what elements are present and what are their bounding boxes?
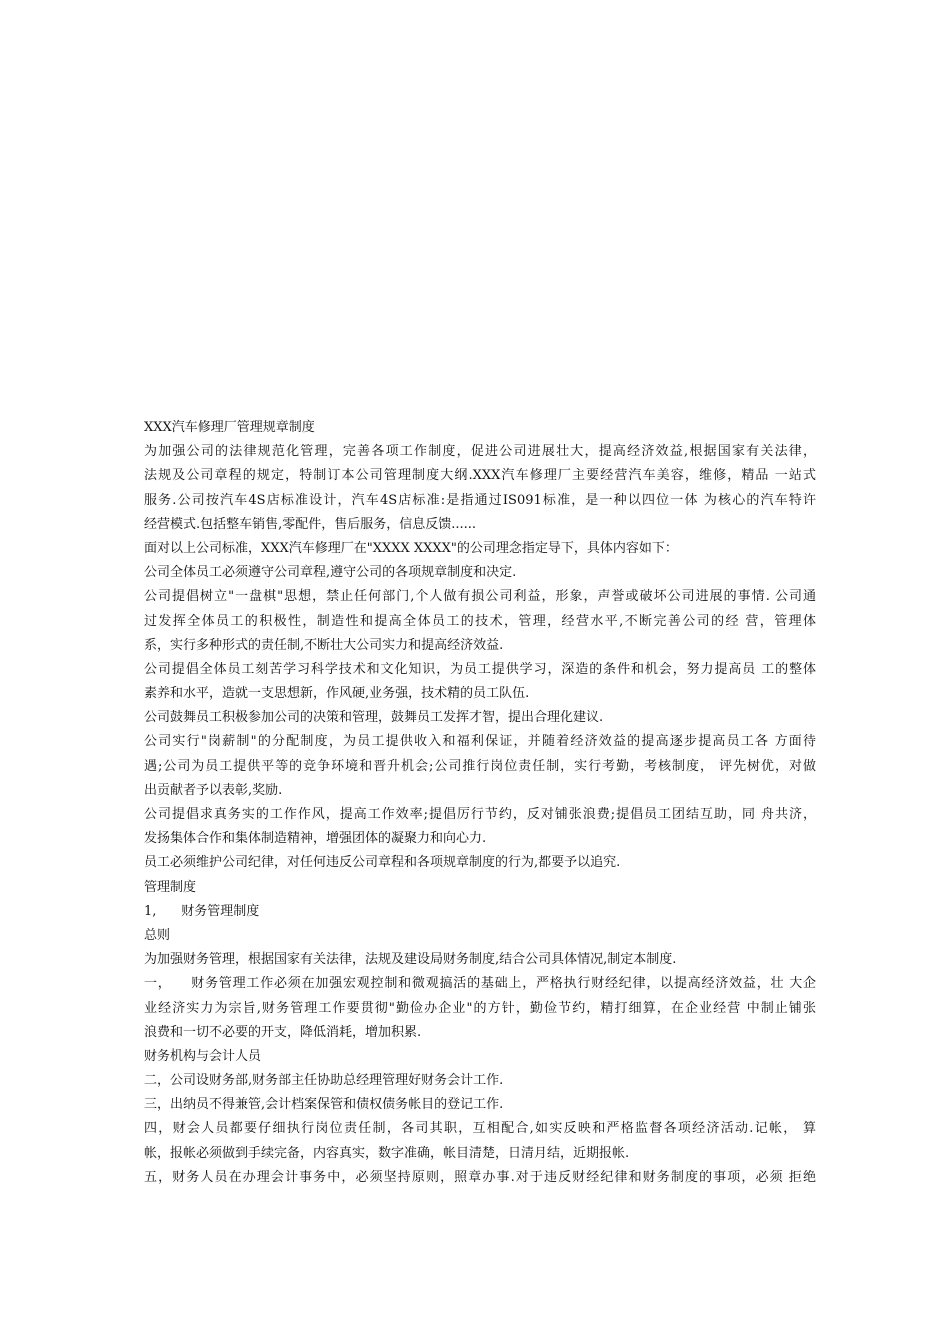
paragraph-line: 三，出纳员不得兼管,会计档案保管和债权债务帐目的登记工作. xyxy=(144,1097,504,1113)
paragraph-line: 业经济实力为宗旨,财务管理工作要贯彻"勤俭办企业"的方针，勤俭节约，精打细算，在企业经营 中制止铺张 xyxy=(144,1000,816,1016)
paragraph-line: 五，财务人员在办理会计事务中，必须坚持原则，照章办事.对于违反财经纪律和财务制度的事项，必须 拒绝 xyxy=(144,1169,816,1185)
paragraph-line: 面对以上公司标准，XXX汽车修理厂在"XXXX XXXX"的公司理念指定导下，具体内容如下： xyxy=(144,540,678,556)
paragraph-line: 帐，报帐必须做到手续完备，内容真实，数字准确，帐目清楚，日清月结，近期报帐. xyxy=(144,1145,630,1161)
paragraph-line: 公司提倡树立"一盘棋"思想，禁止任何部门,个人做有损公司利益，形象，声誉或破坏公司进展的事情. 公司通 xyxy=(144,589,816,605)
paragraph-line: 为加强公司的法律规范化管理，完善各项工作制度，促进公司进展壮大，提高经济效益,根据国家有关法律， xyxy=(144,444,816,460)
section-heading: 1, 财务管理制度 xyxy=(144,903,260,919)
paragraph-line: 遇;公司为员工提供平等的竞争环境和晋升机会;公司推行岗位责任制，实行考勤，考核制度， 评先树优，对做 xyxy=(144,758,816,774)
paragraph-line: 公司鼓舞员工积极参加公司的决策和管理，鼓舞员工发挥才智，提出合理化建议. xyxy=(144,710,604,726)
paragraph-line: 素养和水平，造就一支思想新，作风硬,业务强，技术精的员工队伍. xyxy=(144,686,530,702)
paragraph-line: 公司提倡求真务实的工作作风，提高工作效率;提倡厉行节约，反对铺张浪费;提倡员工团结互助，同 舟共济， xyxy=(144,807,816,822)
section-heading: 管理制度 xyxy=(144,879,197,895)
paragraph-line: 公司实行"岗薪制"的分配制度，为员工提供收入和福利保证，并随着经济效益的提高逐步提高员工各 方面待 xyxy=(144,734,816,750)
paragraph-line: 员工必须维护公司纪律，对任何违反公司章程和各项规章制度的行为,都要予以追究. xyxy=(144,855,621,871)
paragraph-line: 浪费和一切不必要的开支，降低消耗，增加积累. xyxy=(144,1024,422,1040)
paragraph-line: 公司提倡全体员工刻苦学习科学技术和文化知识，为员工提供学习，深造的条件和机会，努力提高员 工的整体 xyxy=(144,661,816,677)
paragraph-line: 系，实行多种形式的责任制,不断壮大公司实力和提高经济效益. xyxy=(144,637,504,653)
paragraph-line: 出贡献者予以表彰,奖励. xyxy=(144,782,283,798)
paragraph-line: 为加强财务管理，根据国家有关法律，法规及建设局财务制度,结合公司具体情况,制定本制度. xyxy=(144,952,677,968)
document-body xyxy=(144,416,816,1190)
paragraph-line: 公司全体员工必须遵守公司章程,遵守公司的各项规章制度和决定. xyxy=(144,565,517,581)
section-heading: 总则 xyxy=(144,927,171,943)
paragraph-line: 四，财会人员都要仔细执行岗位责任制，各司其职，互相配合,如实反映和严格监督各项经济活动.记帐， 算 xyxy=(144,1121,816,1137)
section-heading: 财务机构与会计人员 xyxy=(144,1048,262,1064)
paragraph-line: 发扬集体合作和集体制造精神，增强团体的凝聚力和向心力. xyxy=(144,831,487,847)
paragraph-line: 过发挥全体员工的积极性，制造性和提高全体员工的技术，管理，经营水平,不断完善公司的经 营，管理体 xyxy=(144,613,816,629)
document-title: XXX汽车修理厂管理规章制度 xyxy=(144,420,315,435)
paragraph-line: 经营模式.包括整车销售,零配件，售后服务，信息反馈...... xyxy=(144,516,477,532)
paragraph-line: 服务.公司按汽车4S店标准设计，汽车4S店标准:是指通过IS091标准，是一种以四位一体 为核心的汽车特许 xyxy=(144,492,816,508)
paragraph-line: 二，公司设财务部,财务部主任协助总经理管理好财务会计工作. xyxy=(144,1073,504,1089)
paragraph-line: 法规及公司章程的规定，特制订本公司管理制度大纲.XXX汽车修理厂主要经营汽车美容，维修，精品 一站式 xyxy=(144,468,816,484)
paragraph-line: 一， 财务管理工作必须在加强宏观控制和微观搞活的基础上，严格执行财经纪律，以提高经济效益，壮 大企 xyxy=(144,976,816,992)
